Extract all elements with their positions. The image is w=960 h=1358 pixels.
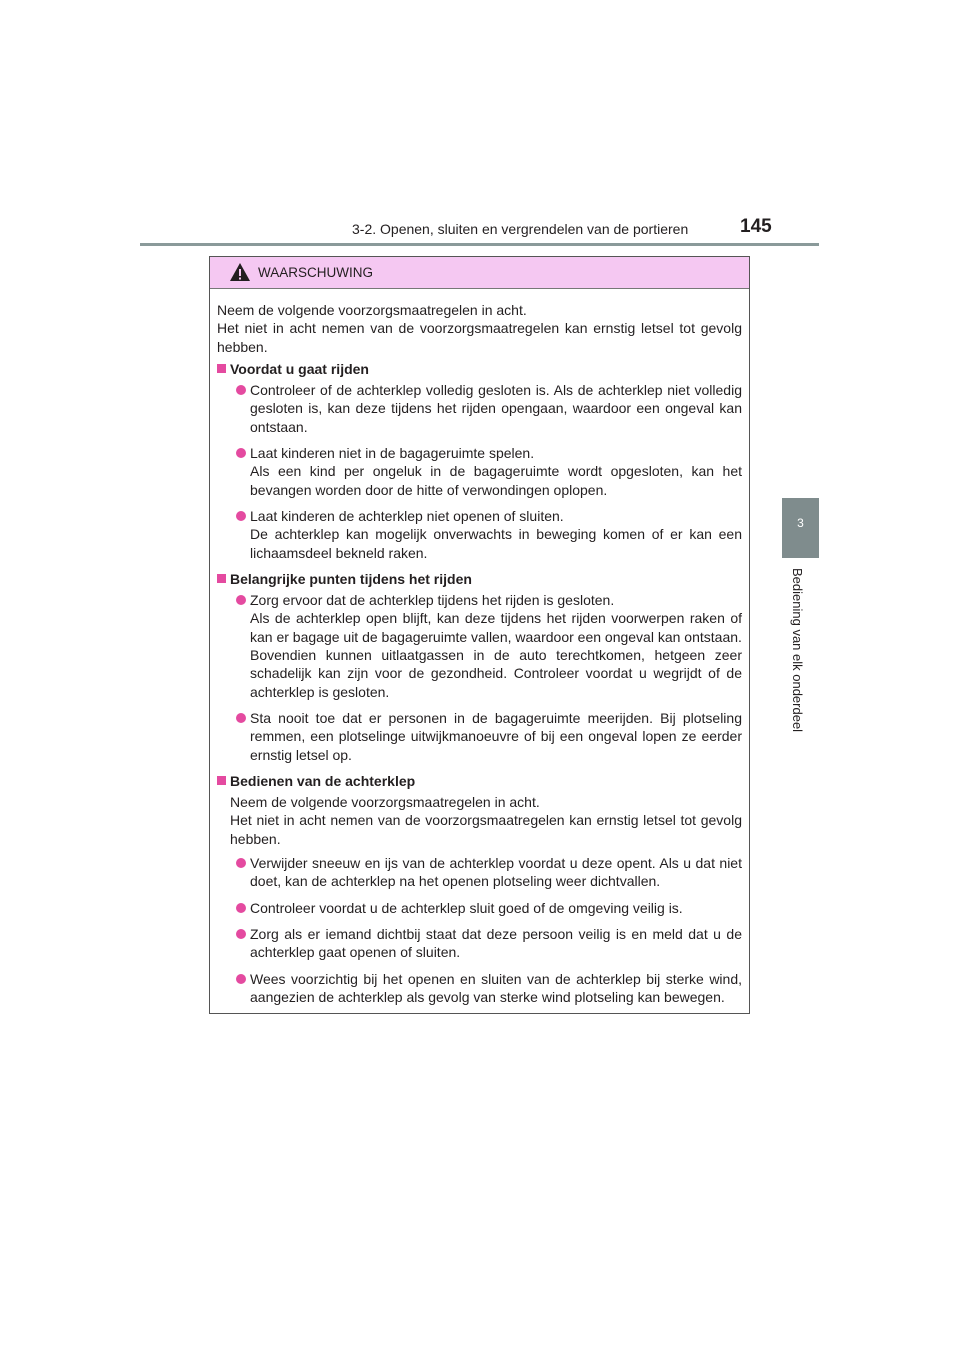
warning-title: WAARSCHUWING	[258, 265, 373, 280]
bullet-text: De achterklep kan mogelijk onverwachts in beweging komen of er kan een lichaamsdeel bekneld raken.	[250, 526, 742, 561]
chapter-number: 3	[797, 516, 804, 530]
bullet-item	[230, 507, 742, 562]
section-intro-line: Neem de volgende voorzorgsmaatregelen in acht.	[230, 794, 540, 811]
section-square-icon	[217, 364, 226, 373]
bullet-text: Controleer of de achterklep volledig gesloten is. Als de achterklep niet volledig gesloten is, kan deze tijdens het rijden opengaan, waardoor een ongeval kan ontstaan.	[250, 382, 742, 435]
section-intro-line: Het niet in acht nemen van de voorzorgsmaatregelen kan ernstig letsel tot gevolg hebben.	[230, 812, 742, 847]
section-title-text: Voordat u gaat rijden	[230, 360, 369, 377]
warning-box	[209, 256, 750, 1014]
bullet-item	[230, 970, 742, 1007]
bullet-text: Verwijder sneeuw en ijs van de achterklep voordat u deze opent. Als u dat niet doet, kan de achterklep na het openen plotseling weer dichtvallen.	[250, 855, 742, 890]
running-header-title: 3-2. Openen, sluiten en vergrendelen van de portieren	[352, 221, 689, 237]
bullet-dot-icon	[236, 903, 246, 913]
bullet-dot-icon	[236, 713, 246, 723]
bullet-item	[230, 899, 742, 917]
bullet-text: Sta nooit toe dat er personen in de bagageruimte meerijden. Bij plotseling remmen, een plotselinge uitwijkmanoeuvre of bij een ongeval lopen ze eerder ernstig letsel op.	[250, 709, 742, 763]
section-square-icon	[217, 574, 226, 583]
bullet-text: Laat kinderen niet in de bagageruimte spelen.	[250, 445, 535, 462]
bullet-text: Bovendien kunnen uitlaatgassen in de auto terechtkomen, hetgeen zeer schadelijk kan zijn voor de gezondheid. Controleer voordat u wegrijdt of de achterklep is gesloten.	[250, 647, 742, 700]
section-title-text: Belangrijke punten tijdens het rijden	[230, 570, 472, 587]
chapter-label: Bediening van elk onderdeel	[790, 568, 805, 733]
intro-line: Neem de volgende voorzorgsmaatregelen in acht.	[217, 302, 527, 318]
bullet-dot-icon	[236, 511, 246, 521]
section-title	[217, 360, 742, 378]
warning-intro	[217, 301, 742, 356]
bullet-text: Laat kinderen de achterklep niet openen of sluiten.	[250, 507, 564, 524]
chapter-tab	[782, 498, 819, 558]
intro-line: Het niet in acht nemen van de voorzorgsmaatregelen kan ernstig letsel tot gevolg hebben.	[217, 320, 742, 355]
bullet-dot-icon	[236, 448, 246, 458]
section-intro	[230, 793, 742, 848]
bullet-text: Als de achterklep open blijft, kan deze tijdens het rijden voorwerpen raken of kan er bagage uit de bagageruimte vallen, waardoor een ongeval kan ontstaan.	[250, 610, 742, 645]
bullet-item	[230, 444, 742, 499]
bullet-text: Controleer voordat u de achterklep sluit goed of de omgeving veilig is.	[250, 899, 683, 916]
warning-body	[210, 289, 749, 1006]
section-title	[217, 570, 742, 588]
bullet-dot-icon	[236, 385, 246, 395]
bullet-item	[230, 854, 742, 891]
section-body	[217, 591, 742, 764]
warning-header	[210, 257, 749, 289]
section-body	[217, 793, 742, 1006]
section-title	[217, 772, 742, 790]
bullet-text: Zorg als er iemand dichtbij staat dat deze persoon veilig is en meld dat u de achterklep gaat openen of sluiten.	[250, 925, 742, 961]
section-title-text: Bedienen van de achterklep	[230, 772, 416, 789]
bullet-item	[230, 381, 742, 436]
bullet-item	[230, 925, 742, 962]
bullet-text: Wees voorzichtig bij het openen en sluiten van de achterklep bij sterke wind, aangezien de achterklep als gevolg van sterke wind plotseling kan bewegen.	[250, 970, 742, 1005]
bullet-dot-icon	[236, 858, 246, 868]
section-square-icon	[217, 776, 226, 785]
warning-sections	[217, 360, 742, 1006]
section-body	[217, 381, 742, 562]
bullet-item	[230, 591, 742, 701]
bullet-dot-icon	[236, 929, 246, 939]
bullet-dot-icon	[236, 595, 246, 605]
bullet-dot-icon	[236, 974, 246, 984]
bullet-text: Zorg ervoor dat de achterklep tijdens het rijden is gesloten.	[250, 592, 615, 609]
bullet-item	[230, 709, 742, 764]
bullet-text: Als een kind per ongeluk in de bagageruimte wordt opgesloten, kan het bevangen worden door de hitte of verwondingen oplopen.	[250, 463, 742, 498]
page-number: 145	[740, 216, 772, 237]
warning-triangle-icon	[229, 262, 251, 282]
header-rule	[140, 243, 819, 246]
